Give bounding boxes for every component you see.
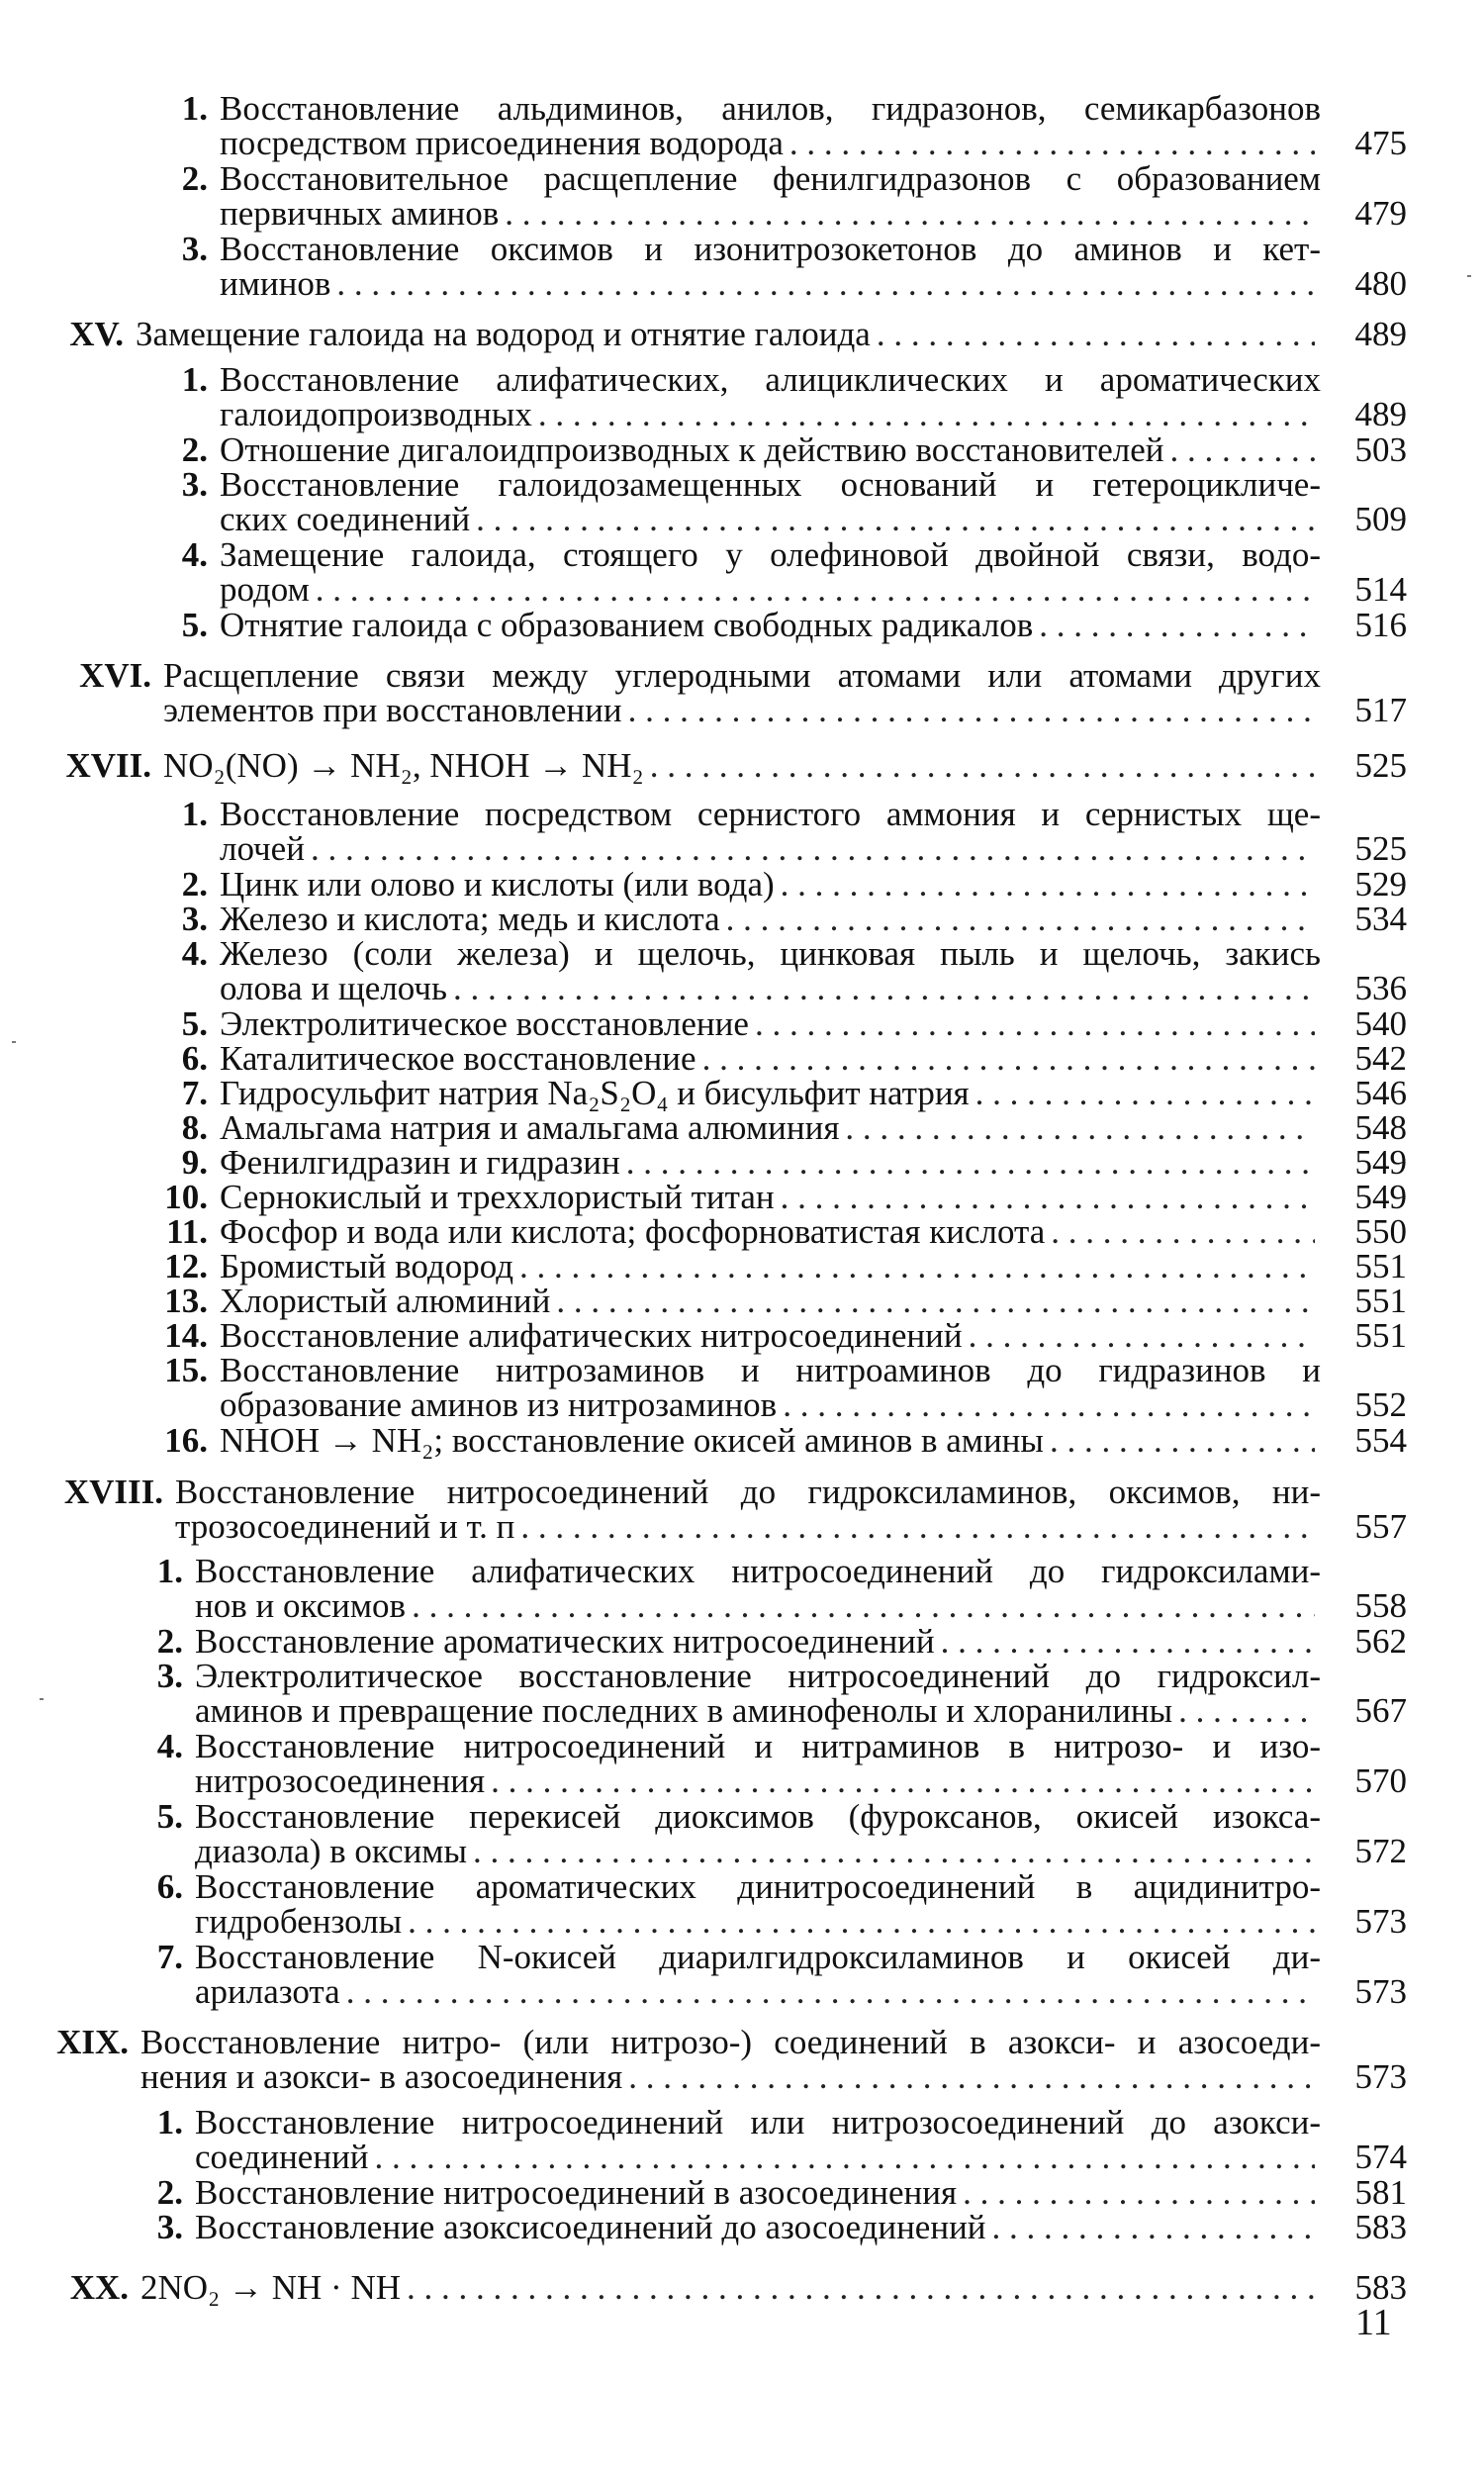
entry-title [220, 1423, 1321, 1458]
entry-title-lastline [220, 1145, 1321, 1180]
dot-leader [975, 1076, 1315, 1110]
entry-page-ref: 479 [1354, 194, 1407, 233]
entry-number: XV. [69, 315, 124, 353]
dot-leader [519, 1249, 1315, 1284]
dot-leader [346, 1974, 1315, 2009]
entry-page-ref: 536 [1354, 969, 1407, 1007]
entry-title [220, 161, 1321, 231]
dot-leader [626, 1145, 1315, 1180]
entry-title [220, 537, 1321, 607]
entry-number: 3. [181, 465, 208, 504]
entry-title-line: Восстановление альдиминов, анилов, гидразонов, семикарбазонов [220, 89, 1321, 128]
entry-number: 2. [181, 430, 208, 469]
entry-title [220, 797, 1321, 866]
entry-title-lastline [220, 432, 1321, 467]
entry-title-lastline [195, 1763, 1321, 1798]
entry-page-ref: 514 [1354, 570, 1407, 609]
entry-title [195, 2210, 1321, 2244]
dot-leader [491, 1763, 1315, 1798]
entry-page-ref: 551 [1354, 1247, 1407, 1285]
entry-page-ref: 573 [1354, 2057, 1407, 2096]
entry-title-lastline [195, 1834, 1321, 1868]
entry-title-line: Цинк или олово и кислоты (или вода) [220, 865, 775, 904]
page-number: 11 [1355, 2302, 1392, 2343]
entry-title-line: Восстановление нитрозаминов и нитроаминов до гидразинов и [220, 1351, 1321, 1389]
dot-leader [453, 971, 1315, 1005]
entry-title-lastline [220, 608, 1321, 642]
entry-page-ref: 557 [1354, 1507, 1407, 1546]
entry-title-line: Восстановление нитросоединений и нитраминов в нитрозо- и изо- [195, 1727, 1321, 1765]
entry-page-ref: 567 [1354, 1691, 1407, 1730]
entry-title-lastline [195, 2210, 1321, 2244]
entry-title-line: Хлористый алюминий [220, 1282, 551, 1320]
entry-title-line: Амальгама натрия и амальгама алюминия [220, 1108, 840, 1147]
dot-leader [473, 1834, 1315, 1868]
entry-page-ref: 570 [1354, 1761, 1407, 1800]
entry-number: XVI. [79, 656, 151, 695]
entry-title-line: нов и оксимов [195, 1586, 407, 1625]
entry-title-lastline [220, 831, 1321, 866]
entry-page-ref: 534 [1354, 900, 1407, 938]
entry-number: 1. [181, 795, 208, 833]
entry-title-line: Железо и кислота; медь и кислота [220, 900, 720, 938]
entry-title [195, 1624, 1321, 1659]
entry-number: 16. [164, 1421, 208, 1460]
entry-title [220, 1318, 1321, 1353]
entry-page-ref: 583 [1354, 2208, 1407, 2246]
entry-title-line: аминов и превращение последних в аминофенолы и хлоранилины [195, 1691, 1173, 1730]
entry-title-lastline [195, 1588, 1321, 1623]
entry-number: 4. [181, 535, 208, 574]
entry-title-lastline [140, 2059, 1321, 2094]
entry-number: 9. [181, 1143, 208, 1182]
entry-title [220, 432, 1321, 467]
entry-title-lastline [220, 1387, 1321, 1422]
entry-page-ref: 574 [1354, 2138, 1407, 2176]
dot-leader [628, 693, 1315, 727]
dot-leader [789, 126, 1315, 160]
dot-leader [1039, 608, 1315, 642]
entry-title-line: посредством присоединения водорода [220, 124, 784, 162]
dot-leader [628, 2059, 1315, 2094]
entry-title-line: нения и азокси- в азосоединения [140, 2057, 623, 2096]
entry-page-ref: 516 [1354, 606, 1407, 644]
entry-title-line: Электролитическое восстановление [220, 1004, 749, 1043]
entry-title-lastline [220, 1076, 1321, 1110]
entry-title [195, 1554, 1321, 1623]
entry-title-line: соединений [195, 2138, 369, 2176]
entry-title-line: образование аминов из нитрозаминов [220, 1385, 778, 1424]
entry-title [220, 1076, 1321, 1110]
dot-leader [316, 572, 1315, 607]
dot-leader [1170, 432, 1316, 467]
entry-title [220, 232, 1321, 301]
entry-number: 4. [156, 1727, 183, 1765]
entry-number: 6. [181, 1039, 208, 1078]
entry-title-line: галоидопроизводных [220, 395, 532, 433]
entry-number: 1. [181, 89, 208, 128]
entry-page-ref: 525 [1354, 746, 1407, 785]
dot-leader [412, 1588, 1315, 1623]
entry-number: 2. [156, 2173, 183, 2212]
entry-title-line: элементов при восстановлении [163, 691, 622, 729]
entry-page-ref: 503 [1354, 430, 1407, 469]
entry-page-ref: 549 [1354, 1178, 1407, 1216]
entry-page-ref: 550 [1354, 1212, 1407, 1251]
entry-title-line: олова и щелочь [220, 969, 447, 1007]
entry-number: 5. [156, 1797, 183, 1836]
entry-title-line: NO₂(NO) → NH₂, NHOH → NH₂ [163, 746, 644, 785]
dot-leader [336, 266, 1315, 301]
entry-title-lastline [220, 1249, 1321, 1284]
entry-number: 2. [181, 865, 208, 904]
entry-title [220, 867, 1321, 902]
entry-title-line: Восстановление нитросоединений в азосоединения [195, 2173, 958, 2212]
entry-title-lastline [195, 1624, 1321, 1659]
entry-number: 13. [164, 1282, 208, 1320]
dot-leader [941, 1624, 1315, 1659]
entry-title-line: Восстановление оксимов и изонитрозокетонов до аминов и кет- [220, 230, 1321, 268]
entry-title-line: диазола) в оксимы [195, 1832, 467, 1870]
entry-number: 8. [181, 1108, 208, 1147]
entry-title-line: лочей [220, 829, 305, 868]
entry-number: 1. [156, 1552, 183, 1590]
entry-title-line: Восстановление алифатических нитросоединений до гидроксилами- [195, 1552, 1321, 1590]
dot-leader [520, 1509, 1315, 1544]
entry-page-ref: 489 [1354, 395, 1407, 433]
scan-speck [1467, 275, 1471, 277]
entry-number: 1. [156, 2103, 183, 2141]
entry-title [175, 1475, 1321, 1544]
entry-title-lastline [195, 1904, 1321, 1939]
entry-number: 3. [156, 1657, 183, 1695]
entry-title [195, 1799, 1321, 1868]
dot-leader [1050, 1423, 1315, 1458]
dot-leader [781, 867, 1315, 902]
entry-title-line: нитрозосоединения [195, 1761, 486, 1800]
entry-title-line: Фенилгидразин и гидразин [220, 1143, 620, 1182]
entry-number: 10. [164, 1178, 208, 1216]
entry-page-ref: 475 [1354, 124, 1407, 162]
dot-leader [311, 831, 1315, 866]
entry-page-ref: 529 [1354, 865, 1407, 904]
entry-page-ref: 480 [1354, 264, 1407, 303]
entry-title-line: Восстановительное расщепление фенилгидразонов с образованием [220, 159, 1321, 198]
entry-title-lastline [220, 397, 1321, 431]
dot-leader [963, 2175, 1315, 2210]
entry-page-ref: 573 [1354, 1972, 1407, 2011]
entry-title-line: Восстановление посредством сернистого аммония и сернистых ще- [220, 795, 1321, 833]
entry-number: 5. [181, 1004, 208, 1043]
entry-title [220, 1249, 1321, 1284]
dot-leader [781, 1180, 1315, 1214]
entry-number: 3. [181, 900, 208, 938]
entry-title [195, 1940, 1321, 2009]
entry-number: 15. [164, 1351, 208, 1389]
dot-leader [877, 317, 1315, 351]
entry-title-lastline [220, 971, 1321, 1005]
entry-page-ref: 573 [1354, 1902, 1407, 1941]
entry-title-line: Электролитическое восстановление нитросоединений до гидроксил- [195, 1657, 1321, 1695]
entry-number: XX. [69, 2268, 129, 2307]
entry-title-line: иминов [220, 264, 331, 303]
entry-title-line: Восстановление ароматических динитросоединений в ацидинитро- [195, 1867, 1321, 1906]
entry-title-line: ских соединений [220, 500, 471, 538]
entry-title-line: Сернокислый и треххлористый титан [220, 1178, 775, 1216]
dot-leader [755, 1006, 1315, 1041]
entry-title [220, 1284, 1321, 1318]
dot-leader [783, 1387, 1315, 1422]
entry-title-lastline [220, 1006, 1321, 1041]
entry-title-line: Железо (соли железа) и щелочь, цинковая пыль и щелочь, закись [220, 934, 1321, 973]
entry-title-line: Восстановление нитро- (или нитрозо-) соединений в азокси- и азосоеди- [140, 2023, 1321, 2061]
entry-number: 3. [181, 230, 208, 268]
entry-title-lastline [220, 502, 1321, 536]
dot-leader [845, 1110, 1315, 1145]
entry-page-ref: 525 [1354, 829, 1407, 868]
entry-title-lastline [220, 1214, 1321, 1249]
entry-title-line: Восстановление N-окисей диарилгидроксиламинов и окисей ди- [195, 1938, 1321, 1976]
entry-number: 5. [181, 606, 208, 644]
entry-page-ref: 548 [1354, 1108, 1407, 1147]
dot-leader [407, 2270, 1315, 2305]
entry-title-lastline [195, 1974, 1321, 2009]
entry-page-ref: 551 [1354, 1282, 1407, 1320]
entry-page-ref: 583 [1354, 2268, 1407, 2307]
entry-title [220, 362, 1321, 431]
entry-title-lastline [195, 1693, 1321, 1728]
entry-page-ref: 549 [1354, 1143, 1407, 1182]
entry-title-lastline [220, 572, 1321, 607]
entry-title-line: Восстановление ароматических нитросоединений [195, 1622, 935, 1661]
entry-number: 7. [181, 1074, 208, 1112]
entry-title-line: Бромистый водород [220, 1247, 514, 1285]
entry-title [163, 658, 1321, 727]
entry-title-line: Гидросульфит натрия Na₂S₂O₄ и бисульфит натрия [220, 1074, 970, 1112]
dot-leader [702, 1041, 1315, 1076]
entry-number: 11. [166, 1212, 208, 1251]
entry-page-ref: 554 [1354, 1421, 1407, 1460]
entry-title-lastline [220, 1423, 1321, 1458]
entry-title-lastline [163, 748, 1321, 783]
dot-leader [650, 748, 1315, 783]
entry-title [220, 902, 1321, 936]
entry-number: 2. [181, 159, 208, 198]
entry-page-ref: 562 [1354, 1622, 1407, 1661]
entry-title-lastline [220, 1180, 1321, 1214]
entry-page-ref: 581 [1354, 2173, 1407, 2212]
entry-title-lastline [220, 1284, 1321, 1318]
entry-title [220, 1214, 1321, 1249]
entry-title-line: трозосоединений и т. п [175, 1507, 515, 1546]
entry-title-lastline [220, 902, 1321, 936]
entry-title-lastline [220, 1041, 1321, 1076]
entry-page-ref: 489 [1354, 315, 1407, 353]
entry-title-line: Замещение галоида, стоящего у олефиновой двойной связи, водо- [220, 535, 1321, 574]
entry-title [220, 1006, 1321, 1041]
entry-title [195, 1659, 1321, 1728]
entry-title-lastline [175, 1509, 1321, 1544]
entry-title-line: первичных аминов [220, 194, 500, 233]
entry-number: 14. [164, 1316, 208, 1355]
dot-leader [476, 502, 1315, 536]
entry-title-line: Восстановление нитросоединений до гидроксиламинов, оксимов, ни- [175, 1473, 1321, 1511]
entry-page-ref: 551 [1354, 1316, 1407, 1355]
entry-title [220, 1145, 1321, 1180]
entry-title-lastline [220, 867, 1321, 902]
entry-title [140, 2025, 1321, 2094]
entry-title [195, 2175, 1321, 2210]
scan-speck [40, 1698, 44, 1700]
entry-title-lastline [220, 266, 1321, 301]
entry-page-ref: 552 [1354, 1385, 1407, 1424]
entry-number: 1. [181, 360, 208, 399]
dot-leader [1051, 1214, 1315, 1249]
entry-title [220, 936, 1321, 1005]
dot-leader [538, 397, 1315, 431]
entry-title [220, 91, 1321, 160]
entry-title-lastline [136, 317, 1321, 351]
entry-title-lastline [220, 1110, 1321, 1145]
entry-title-line: Восстановление азоксисоединений до азосоединений [195, 2208, 986, 2246]
entry-title-lastline [195, 2175, 1321, 2210]
dot-leader [992, 2210, 1315, 2244]
entry-title [220, 608, 1321, 642]
entry-title [195, 1869, 1321, 1939]
entry-title [195, 2105, 1321, 2174]
entry-title-line: 2NO₂ → NH · NH [140, 2268, 402, 2307]
entry-title [136, 317, 1321, 351]
entry-page-ref: 540 [1354, 1004, 1407, 1043]
entry-title [220, 1353, 1321, 1422]
entry-title-lastline [163, 693, 1321, 727]
entry-title-lastline [140, 2270, 1321, 2305]
entry-number: XVIII. [63, 1473, 163, 1511]
entry-title-line: Восстановление алифатических нитросоединений [220, 1316, 963, 1355]
entry-title [220, 467, 1321, 536]
entry-title-lastline [220, 1318, 1321, 1353]
entry-title-line: Каталитическое восстановление [220, 1039, 696, 1078]
entry-number: 2. [156, 1622, 183, 1661]
entry-title-line: NHOH → NH₂; восстановление окисей аминов в амины [220, 1421, 1044, 1460]
dot-leader [505, 196, 1315, 231]
entry-page-ref: 546 [1354, 1074, 1407, 1112]
entry-title-line: Фосфор и вода или кислота; фосфорноватистая кислота [220, 1212, 1046, 1251]
entry-title-lastline [195, 2140, 1321, 2174]
entry-title-lastline [220, 196, 1321, 231]
entry-page-ref: 572 [1354, 1832, 1407, 1870]
dot-leader [726, 902, 1315, 936]
entry-title [220, 1180, 1321, 1214]
entry-number: XVII. [65, 746, 151, 785]
entry-title [195, 1729, 1321, 1798]
entry-title-lastline [220, 126, 1321, 160]
entry-page-ref: 558 [1354, 1586, 1407, 1625]
entry-page-ref: 542 [1354, 1039, 1407, 1078]
entry-page-ref: 517 [1354, 691, 1407, 729]
entry-title-line: Восстановление галоидозамещенных оснований и гетероцикличе- [220, 465, 1321, 504]
entry-title [140, 2270, 1321, 2305]
entry-title-line: Замещение галоида на водород и отнятие галоида [136, 315, 871, 353]
dot-leader [408, 1904, 1315, 1939]
dot-leader [375, 2140, 1315, 2174]
entry-title-line: Восстановление перекисей диоксимов (фуроксанов, окисей изокса- [195, 1797, 1321, 1836]
scan-speck [12, 1041, 16, 1043]
entry-title-line: Восстановление нитросоединений или нитрозосоединений до азокси- [195, 2103, 1321, 2141]
entry-number: 12. [164, 1247, 208, 1285]
entry-title-line: Отнятие галоида с образованием свободных радикалов [220, 606, 1034, 644]
entry-number: 7. [156, 1938, 183, 1976]
dot-leader [969, 1318, 1315, 1353]
entry-number: XIX. [56, 2023, 129, 2061]
entry-title [220, 1041, 1321, 1076]
entry-title-line: гидробензолы [195, 1902, 403, 1941]
entry-title-line: Восстановление алифатических, алициклических и ароматических [220, 360, 1321, 399]
dot-leader [1178, 1693, 1315, 1728]
entry-number: 6. [156, 1867, 183, 1906]
entry-number: 3. [156, 2208, 183, 2246]
entry-title [220, 1110, 1321, 1145]
entry-title-line: Отношение дигалоидпроизводных к действию восстановителей [220, 430, 1164, 469]
dot-leader [556, 1284, 1315, 1318]
entry-title-line: арилазота [195, 1972, 340, 2011]
entry-page-ref: 509 [1354, 500, 1407, 538]
entry-title-line: Расщепление связи между углеродными атомами или атомами других [163, 656, 1321, 695]
entry-title [163, 748, 1321, 783]
entry-number: 4. [181, 934, 208, 973]
entry-title-line: родом [220, 570, 310, 609]
